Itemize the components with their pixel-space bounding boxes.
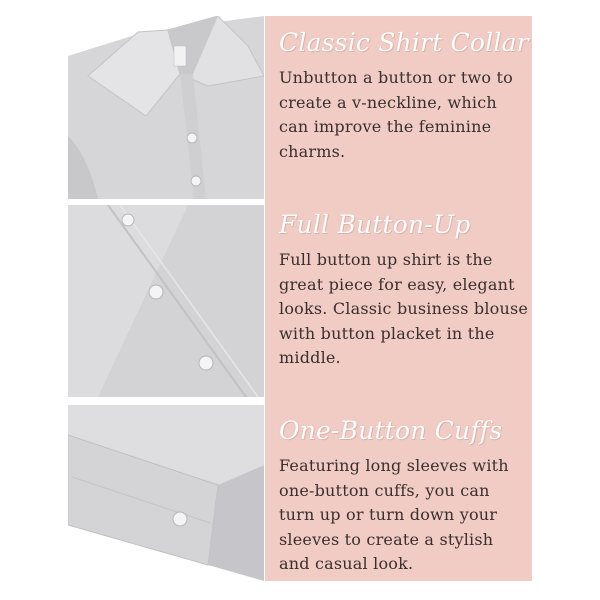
- feature-description: Featuring long sleeves with one-button cuffs, you can turn up or turn down your sleeves to create a stylish and casual look.: [279, 456, 509, 573]
- feature-collar: [279, 26, 529, 164]
- button-placket-image: [68, 205, 264, 397]
- feature-description: Full button up shirt is the great piece for easy, elegant looks. Classic business blouse with button placket in the middle.: [279, 250, 529, 367]
- feature-heading: One-Button Cuffs: [279, 416, 503, 445]
- cuff-detail-image: [68, 405, 264, 581]
- feature-heading: Classic Shirt Collar: [279, 28, 529, 57]
- feature-text-panel: [265, 16, 532, 581]
- collar-detail-image: [68, 16, 264, 199]
- feature-description: Unbutton a button or two to create a v-neckline, which can improve the feminine charms.: [279, 68, 513, 161]
- feature-button-up: [279, 208, 529, 371]
- feature-heading: Full Button-Up: [279, 210, 471, 239]
- feature-cuffs: [279, 414, 529, 577]
